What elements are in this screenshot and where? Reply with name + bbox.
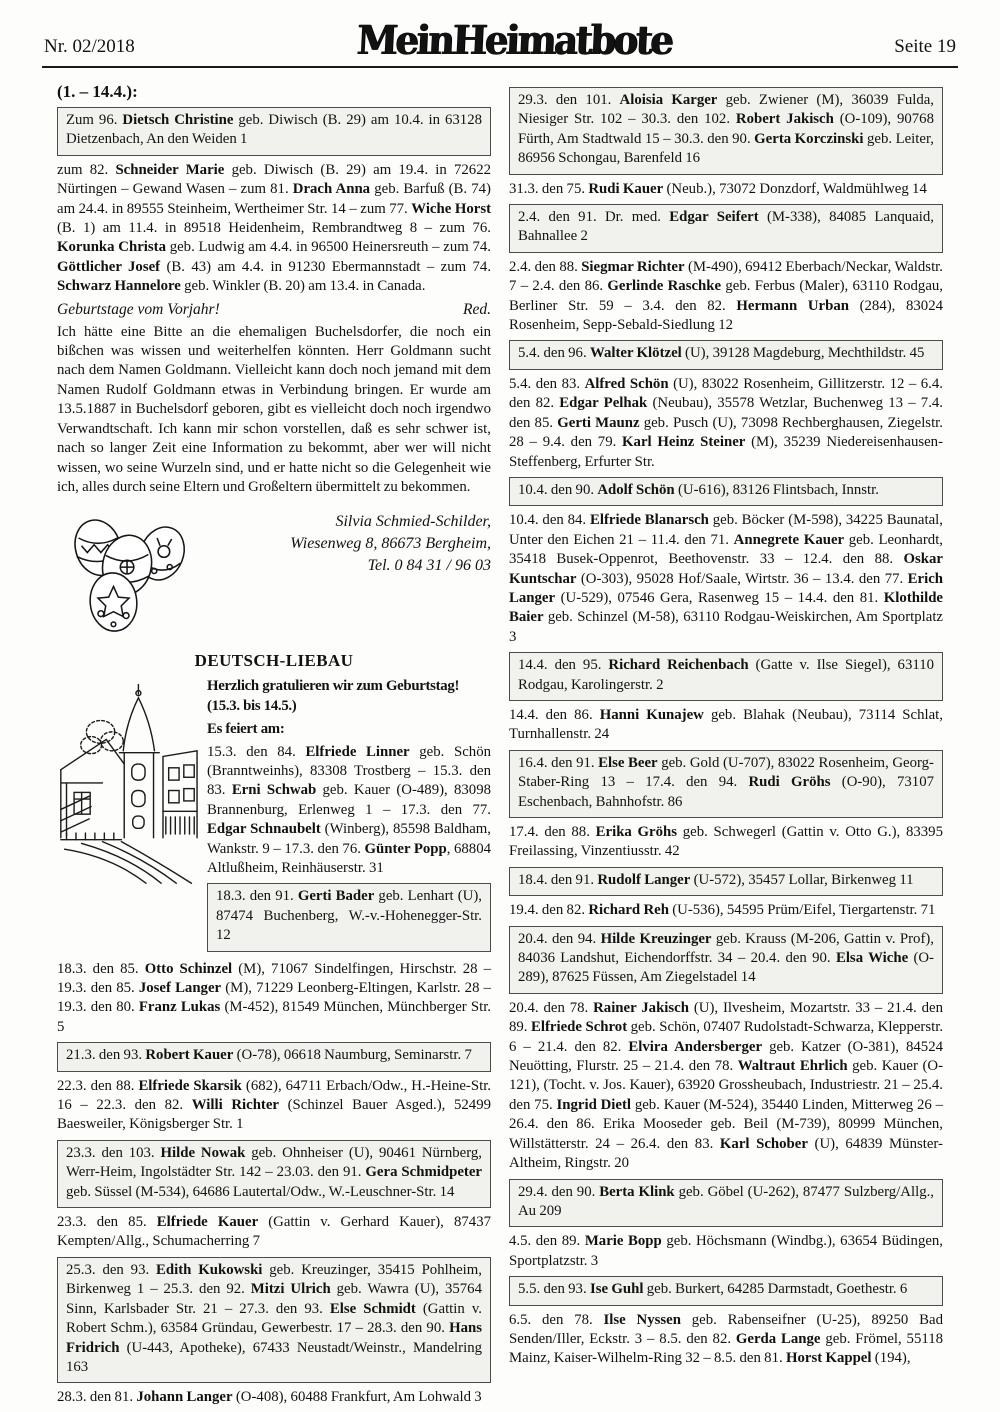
birthday-entry: 15.3. den 84. Elfriede Linner geb. Schön (Branntweinhs), 83308 Trostberg – 15.3. den 83. Erni Schwab geb. Kauer (O-489), 83098 Brannenburg, Erlenweg 1 – 17.3. den 77. Edgar Schnaubelt (Winberg), 85598 Baldham, Wankstr. 9 – 17.3. den 76. Günter Popp, 68804 Altlußheim, Reinhäuserstr. 31	[207, 743, 492, 876]
birthday-entry: 29.3. den 101. Aloisia Karger geb. Zwiener (M), 36039 Fulda, Niesiger Str. 102 – 30.3. den 102. Robert Jakisch (O-109), 90768 Fürth, Am Stadtwald 15 – 30.3. den 90. Gerta Korczinski geb. Leiter, 86956 Schongau, Barenfeld 16	[518, 92, 934, 167]
date-range-heading: (1. – 14.4.):	[57, 82, 138, 101]
birthday-entry: 16.4. den 91. Else Beer geb. Gold (U-707), 83022 Rosenheim, Georg-Staber-Ring 13 – 17.4. den 94. Rudi Gröhs (O-90), 73107 Eschenbach, Bahnhofstr. 86	[518, 754, 934, 810]
highlight-box	[509, 867, 943, 896]
highlight-box	[57, 1042, 491, 1071]
left-column	[57, 82, 491, 1411]
birthday-entry: 20.4. den 94. Hilde Kreuzinger geb. Krauss (M-206, Gattin v. Prof), 84036 Landshut, Eichendorffstr. 34 – 20.4. den 90. Elsa Wiche (O-289), 87625 Füssen, Am Ziegelstadel 14	[518, 930, 935, 986]
highlight-box	[509, 1276, 943, 1305]
issue-number: Nr. 02/2018	[44, 36, 135, 57]
birthday-entry: 4.5. den 89. Marie Bopp geb. Höchsmann (Windbg.), 63654 Büdingen, Sportplatzstr. 3	[509, 1233, 944, 1269]
birthday-entry: zum 82. Schneider Marie geb. Diwisch (B. 29) am 19.4. in 72622 Nürtingen – Gewand Wasen – zum 81. Drach Anna geb. Barfuß (B. 74) am 24.4. in 89555 Steinheim, Wertheimer Str. 14 – zum 77. Wiche Horst (B. 1) am 11.4. in 89518 Heidenheim, Rembrandtweg 8 – zum 76. Korunka Christa geb. Ludwig am 4.4. in 96500 Heinersreuth – zum 74. Göttlicher Josef (B. 43) am 4.4. in 91230 Ebermannstadt – zum 74. Schwarz Hannelore geb. Winkler (B. 20) am 13.4. in Canada.	[57, 161, 492, 295]
birthday-entry: 2.4. den 91. Dr. med. Edgar Seifert (M-338), 84085 Lanquaid, Bahnallee 2	[518, 209, 934, 245]
editor-abbrev: Red.	[463, 300, 491, 318]
letter-signature	[193, 501, 491, 577]
highlight-box	[509, 204, 943, 253]
birthday-entry: Zum 96. Dietsch Christine geb. Diwisch (B. 29) am 10.4. in 63128 Dietzenbach, An den Weiden 1	[66, 112, 482, 148]
greeting-date-range: (15.3. bis 14.5.)	[207, 697, 297, 714]
birthday-entry: 14.4. den 86. Hanni Kunajew geb. Blahak (Neubau), 73114 Schlat, Turnhallenstr. 24	[509, 706, 943, 743]
birthday-entry: 19.4. den 82. Richard Reh (U-536), 54595 Prüm/Eifel, Tiergartenstr. 71	[509, 902, 936, 919]
page-header	[0, 0, 1000, 66]
birthday-entry: 18.3. den 91. Gerti Bader geb. Lenhart (U), 87474 Buchenberg, W.-v.-Hohenegger-Str. 12	[216, 888, 482, 944]
birthday-entry: 23.3. den 103. Hilde Nowak geb. Ohnheiser (U), 90461 Nürnberg, Werr-Heim, Ingolstädter Str. 142 – 23.03. den 91. Gera Schmidpeter geb. Süssel (M-534), 64686 Lautertal/Odw., W.-Leuschner-Str. 14	[66, 1144, 482, 1200]
village-church-icon	[57, 677, 199, 887]
easter-eggs-illustration	[65, 501, 193, 639]
birthday-entry: 31.3. den 75. Rudi Kauer (Neub.), 73072 Donzdorf, Waldmühlweg 14	[509, 180, 927, 197]
birthday-entry: 18.3. den 85. Otto Schinzel (M), 71067 Sindelfingen, Hirschstr. 28 – 19.3. den 85. Josef Langer (M), 71229 Leonberg-Eltingen, Karlstr. 28 – 19.3. den 80. Franz Lukas (M-452), 81549 München, Münchberger Str. 5	[57, 960, 492, 1035]
greeting-line: Herzlich gratulieren wir zum Geburtstag!	[207, 678, 460, 695]
birthday-entry: 2.4. den 88. Siegmar Richter (M-490), 69412 Eberbach/Neckar, Waldstr. 7 – 2.4. den 86. Gerlinde Raschke geb. Ferbus (Maler), 63110 Rodgau, Berliner Str. 59 – 3.4. den 82. Hermann Urban (284), 83024 Rosenheim, Sepp-Sebald-Siedlung 12	[509, 258, 943, 334]
birthday-entry: 5.4. den 83. Alfred Schön (U), 83022 Rosenheim, Gillitzerstr. 12 – 6.4. den 82. Edgar Pelhak (Neubau), 35578 Wetzlar, Buchenweg 13 – 7.4. den 85. Gerti Maunz geb. Pusch (U), 73098 Rechberghausen, Ziegelstr. 28 – 9.4. den 79. Karl Heinz Steiner (M), 35239 Niedereisenhausen-Steffenberg, Erfurter Str.	[509, 375, 943, 470]
prior-year-note-row	[57, 300, 491, 320]
highlight-box	[57, 1257, 491, 1383]
birthday-entry: 25.3. den 93. Edith Kukowski geb. Kreuzinger, 35415 Pohlheim, Birkenweg 1 – 25.3. den 92. Mitzi Ulrich geb. Wawra (U), 35764 Sinn, Karlsbader Str. 21 – 27.3. den 93. Else Schmidt (Gattin v. Robert Schm.), 63584 Gründau, Gewerbestr. 17 – 28.3. den 90. Hans Fridrich (U-443, Apotheke), 67433 Neustadt/Weinstr., Mandelring 163	[66, 1261, 482, 1375]
highlight-box	[509, 652, 943, 701]
easter-eggs-icon	[65, 501, 193, 639]
highlight-box	[509, 1179, 943, 1228]
highlight-box	[509, 926, 943, 994]
greeting-intro: Es feiert am:	[207, 721, 285, 738]
signature-address: Wiesenweg 8, 86673 Bergheim,	[290, 535, 491, 553]
highlight-box	[509, 87, 943, 175]
village-church-illustration	[57, 677, 199, 956]
highlight-box	[207, 883, 491, 951]
page-number: Seite 19	[894, 36, 956, 57]
birthday-entry: 23.3. den 85. Elfriede Kauer (Gattin v. Gerhard Kauer), 87437 Kempten/Allg., Schumacherring 7	[57, 1214, 491, 1250]
signature-phone: Tel. 0 84 31 / 96 03	[367, 557, 491, 575]
birthday-entry: 5.4. den 96. Walter Klötzel (U), 39128 Magdeburg, Mechthildstr. 45	[518, 345, 925, 362]
highlight-box	[57, 1140, 491, 1208]
highlight-box	[509, 750, 943, 818]
highlight-box	[509, 340, 943, 369]
birthday-entry: 29.4. den 90. Berta Klink geb. Göbel (U-262), 87477 Sulzberg/Allg., Au 209	[518, 1183, 934, 1219]
birthday-entry: 14.4. den 95. Richard Reichenbach (Gatte v. Ilse Siegel), 63110 Rodgau, Karolingerstr. 2	[518, 657, 934, 693]
birthday-entry: 5.5. den 93. Ise Guhl geb. Burkert, 64285 Darmstadt, Goethestr. 6	[518, 1281, 908, 1298]
birthday-entry: 6.5. den 78. Ilse Nyssen geb. Rabenseifner (U-25), 89250 Bad Senden/Iller, Eckstr. 3 – 8.5. den 82. Gerda Lange geb. Frömel, 55118 Mainz, Kaiser-Wilhelm-Ring 32 – 8.5. den 81. Horst Kappel (194),	[509, 1311, 943, 1367]
section-title-deutsch-liebau: DEUTSCH-LIEBAU	[194, 651, 354, 671]
birthday-entry: 21.3. den 93. Robert Kauer (O-78), 06618 Naumburg, Seminarstr. 7	[66, 1047, 472, 1064]
birthday-entry: 22.3. den 88. Elfriede Skarsik (682), 64711 Erbach/Odw., H.-Heine-Str. 16 – 22.3. den 82. Willi Richter (Schinzel Bauer Asged.), 52499 Baesweiler, Königsberger Str. 1	[57, 1077, 491, 1133]
birthday-entry: 28.3. den 81. Johann Langer (O-408), 60488 Frankfurt, Am Lohwald 3	[57, 1389, 482, 1406]
birthday-entry: 17.4. den 88. Erika Gröhs geb. Schwegerl (Gattin v. Otto G.), 83395 Freilassing, Vinzentiusstr. 42	[509, 824, 943, 860]
highlight-box	[509, 477, 943, 506]
birthday-entry: 10.4. den 90. Adolf Schön (U-616), 83126 Flintsbach, Innstr.	[518, 481, 879, 498]
highlight-box	[57, 107, 491, 156]
church-section	[57, 677, 491, 956]
birthday-entry: 18.4. den 91. Rudolf Langer (U-572), 35457 Lollar, Birkenweg 11	[518, 871, 914, 888]
right-column	[509, 82, 943, 1411]
signature-name: Silvia Schmied-Schilder,	[335, 513, 491, 531]
prior-year-note: Geburtstage vom Vorjahr!	[57, 300, 220, 318]
reader-letter: Ich hätte eine Bitte an die ehemaligen Buchelsdorfer, die noch ein bißchen was wissen und weiterhelfen könnten. Herr Goldmann sucht nach dem Namen Goldmann. Vielleicht kann doch noch jemand mit dem Namen Rudolf Goldmann etwas in Verbindung bringen. Er wurde am 13.5.1887 in Buchelsdorf geboren, gibt es vielleicht doch noch irgendwo Verwandtschaft. Ich kann mir schon vorstellen, daß es sehr schwer ist, nach so langer Zeit eine Information zu bekommt, aber wer will nicht wissen, wo seine Wurzeln sind, und er hatte nicht so die Gelegenheit wie ich, alles durch seine Eltern und Großeltern übermittelt zu bekommen.	[57, 323, 491, 495]
birthday-entry: 10.4. den 84. Elfriede Blanarsch geb. Böcker (M-598), 34225 Baunatal, Unter den Eichen 21 – 11.4. den 71. Annegrete Kauer geb. Leonhardt, 35418 Busek-Oppenrot, Beethovenstr. 33 – 12.4. den 88. Oskar Kuntschar (O-303), 95028 Hof/Saale, Wirtstr. 36 – 13.4. den 77. Erich Langer (U-529), 07546 Gera, Rasenweg 15 – 14.4. den 81. Klothilde Baier geb. Schinzel (M-58), 63110 Rodgau-Weiskirchen, Am Sportplatz 3	[509, 512, 943, 645]
signature-block	[57, 501, 491, 639]
masthead-logo: MeinHeimatbote	[356, 16, 673, 64]
church-section-text	[207, 677, 491, 956]
birthday-entry: 20.4. den 78. Rainer Jakisch (U), Ilvesheim, Mozartstr. 33 – 21.4. den 89. Elfriede Schrot geb. Schön, 07407 Rudolstadt-Schwarza, Klepperstr. 6 – 21.4. den 82. Elvira Andersberger geb. Katzer (O-381), 84524 Neuötting, Flurstr. 25 – 21.4. den 78. Waltraut Ehrlich geb. Kauer (O-121), (Tocht. v. Jos. Kauer), 63920 Grossheubach, Industriestr. 21 – 25.4. den 75. Ingrid Dietl geb. Kauer (M-524), 35440 Linden, Mitterweg 26 – 26.4. den 86. Erika Mooseder geb. Beil (M-739), 80999 München, Willstätterstr. 24 – 26.4. den 83. Karl Schober (U), 64839 Münster-Altheim, Ringstr. 20	[509, 999, 944, 1172]
column-layout	[0, 68, 1000, 1411]
